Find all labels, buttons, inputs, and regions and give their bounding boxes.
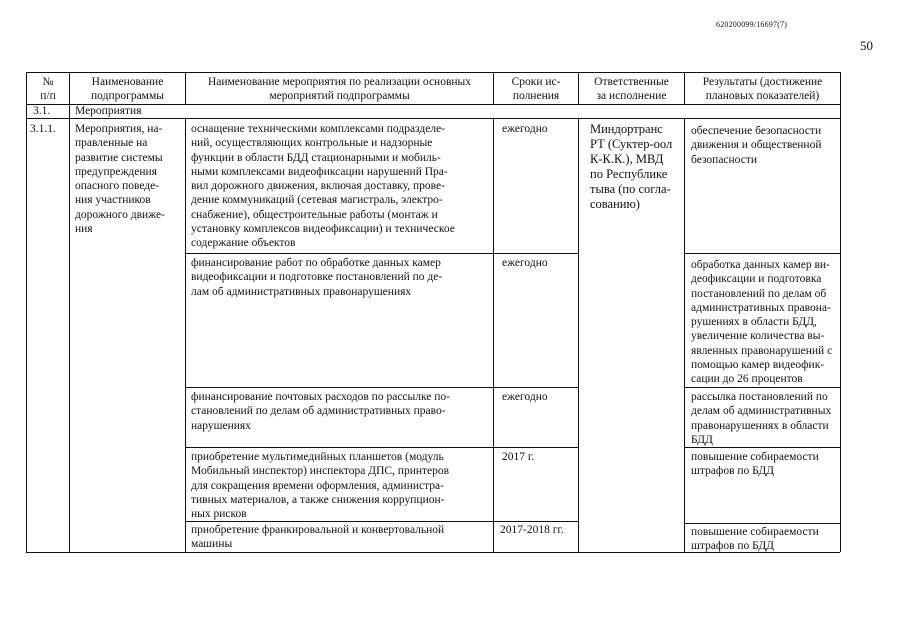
cell-line: ных рисков (191, 508, 247, 521)
cell-line: финансирование почтовых расходов по рассылке по- (191, 391, 451, 403)
cell-line: БДД (691, 433, 713, 446)
row-activity (191, 523, 444, 552)
row-results (691, 390, 831, 447)
header-results (685, 75, 840, 104)
table-rule (578, 118, 579, 552)
row-activity (191, 450, 449, 521)
table-rule (684, 523, 840, 524)
cell-line: приобретение мультимедийных планшетов (модуль (191, 451, 444, 463)
cell-line: явленных правонарушений с (691, 344, 833, 357)
cell-line: для сокращения времени оформления, администра- (191, 479, 444, 492)
header-text: за исполнение (596, 90, 667, 103)
row-terms: ежегодно (502, 123, 548, 135)
cell-line: по Республике (590, 167, 668, 181)
document-id: 620200099/16697(7) (716, 20, 788, 29)
cell-line: дорожного движе- (75, 208, 165, 221)
cell-line: дение коммуникаций (сетевая магистраль, электро- (191, 194, 443, 207)
table-rule (69, 72, 70, 552)
header-text: мероприятий подпрограммы (269, 90, 410, 103)
row-results (691, 258, 832, 387)
cell-line: ния участников (75, 194, 151, 207)
cell-line: оснащение техническими комплексами подразделе- (191, 123, 446, 135)
cell-line: содержание объектов (191, 237, 296, 250)
cell-line: ными комплексами видеофиксации нарушений Пра- (191, 165, 448, 178)
header-subprogram (70, 75, 185, 104)
cell-line: тыва (по согла- (590, 182, 671, 196)
item-number: 3.1.1. (30, 123, 56, 135)
header-text: подпрограммы (91, 90, 164, 103)
table-rule (684, 118, 685, 552)
cell-line: повышение собираемости (691, 526, 819, 538)
cell-line: РТ (Суктер-оол (590, 137, 673, 151)
header-text: Наименование (91, 76, 164, 88)
section-title: Мероприятия (75, 105, 142, 117)
cell-line: сации до 26 процентов (691, 373, 803, 386)
cell-line: рассылка постановлений по (691, 391, 828, 403)
table-rule (185, 253, 578, 254)
table-rule (684, 253, 840, 254)
header-text: плановых показателей) (705, 90, 820, 103)
cell-line: постановлений по делам об (691, 287, 827, 300)
cell-line: лам об административных правонарушениях (191, 285, 412, 298)
cell-line: снабжение), общестроительные работы (монтаж и (191, 208, 438, 221)
table-rule (185, 447, 578, 448)
header-activity (186, 75, 493, 104)
cell-line: движения и общественной (691, 139, 822, 152)
cell-line: правленные на (75, 137, 148, 150)
table-rule (840, 72, 841, 552)
row-results (691, 450, 819, 479)
header-text: Результаты (достижение (702, 76, 823, 88)
table-rule (26, 118, 840, 119)
cell-line: развитие системы (75, 151, 163, 164)
page-number: 50 (860, 38, 873, 53)
header-text: № (42, 76, 54, 88)
cell-line: тивных материалов, а также снижения коррупцион- (191, 493, 445, 506)
cell-line: видеофиксации и подготовке постановлений по де- (191, 271, 443, 284)
item-subprogram (75, 122, 165, 236)
header-num (27, 75, 69, 104)
header-text: полнения (512, 90, 560, 103)
row-results (691, 124, 822, 167)
header-text: Наименование мероприятия по реализации основных (207, 76, 472, 88)
cell-line: функции в области БДД стационарными и мобиль- (191, 151, 441, 164)
cell-line: ний, осуществляющих контрольные и надзорные (191, 137, 433, 150)
cell-line: правонарушениях в области (691, 419, 829, 432)
row-terms: ежегодно (502, 391, 548, 403)
cell-line: штрафов по БДД (691, 465, 775, 478)
cell-line: нарушениях (191, 419, 251, 432)
cell-line: становлений по делам об административных право- (191, 405, 446, 418)
header-text: Сроки ис- (511, 76, 561, 88)
table-rule (684, 387, 840, 388)
header-text: п/п (40, 90, 56, 103)
row-terms: 2017 г. (502, 451, 535, 463)
cell-line: обеспечение безопасности (691, 125, 822, 137)
row-activity (191, 256, 442, 299)
table-rule (26, 72, 27, 552)
cell-line: помощью камер видеофик- (691, 359, 825, 372)
table-rule (185, 118, 186, 552)
row-terms: 2017-2018 гг. (500, 524, 564, 536)
cell-line: деофиксации и подготовка (691, 273, 822, 286)
row-activity (191, 122, 455, 251)
cell-line: повышение собираемости (691, 451, 819, 463)
cell-line: машины (191, 538, 233, 551)
header-text: Ответственные (594, 76, 669, 88)
cell-line: приобретение франкировальной и конвертовальной (191, 524, 445, 536)
table-rule (493, 118, 494, 552)
cell-line: рушениях в области БДД, (691, 316, 817, 329)
cell-line: Мобильный инспектор) инспектора ДПС, принтеров (191, 465, 450, 478)
cell-line: установку комплексов видеофиксации) и техническое (191, 223, 455, 236)
table-rule (26, 104, 840, 105)
cell-line: Миндортранс (590, 122, 663, 136)
header-terms (494, 75, 578, 104)
cell-line: предупреждения (75, 165, 157, 178)
row-terms: ежегодно (502, 257, 548, 269)
cell-line: безопасности (691, 153, 758, 166)
cell-line: штрафов по БДД (691, 540, 775, 553)
table-rule (26, 72, 840, 73)
cell-line: финансирование работ по обработке данных камер (191, 257, 441, 269)
cell-line: Мероприятия, на- (75, 123, 163, 135)
cell-line: административных правона- (691, 301, 831, 314)
row-results (691, 525, 819, 554)
cell-line: обработка данных камер ви- (691, 259, 830, 271)
table-rule (185, 387, 578, 388)
cell-line: делам об административных (691, 405, 832, 418)
header-responsible (579, 75, 684, 104)
section-number: 3.1. (33, 105, 51, 117)
cell-line: К-К.К.), МВД (590, 152, 664, 166)
cell-line: ния (75, 223, 93, 236)
item-responsible (590, 122, 672, 212)
cell-line: увеличение количества вы- (691, 330, 825, 343)
cell-line: опасного поведе- (75, 180, 160, 193)
cell-line: сованию) (590, 197, 640, 211)
row-activity (191, 390, 450, 433)
cell-line: вил дорожного движения, включая доставку, прове- (191, 180, 445, 193)
